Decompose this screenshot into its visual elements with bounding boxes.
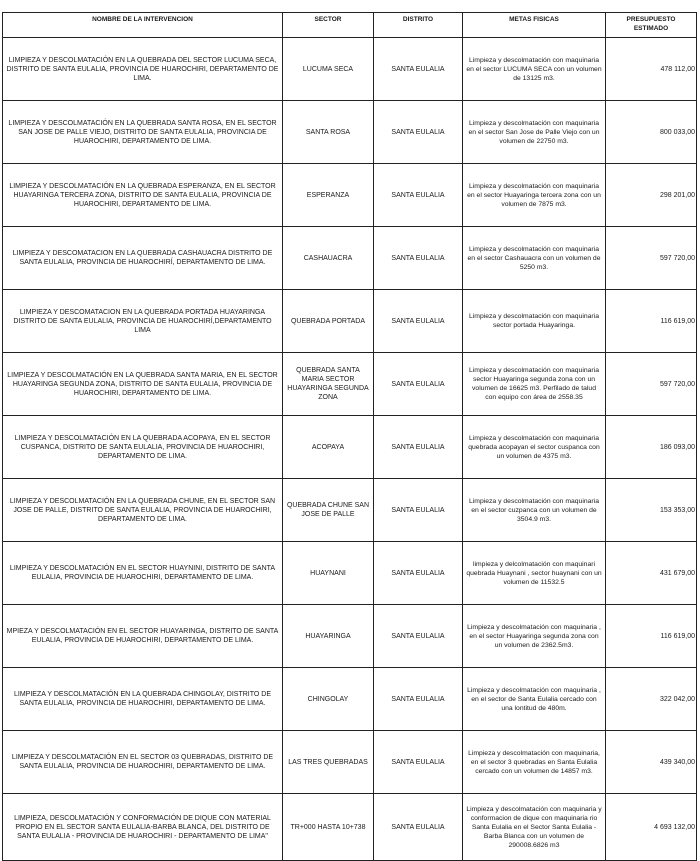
- cell-name: LIMPIEZA Y DESCOLMATACIÓN EN EL SECTOR 03 QUEBRADAS, DISTRITO DE SANTA EULALIA, PROVINCIA DE HUAROCHIRI, DEPARTAMENTO DE LIMA.: [3, 731, 283, 794]
- cell-metas: Limpieza y descolmatación con maquinaria en el sector LUCUMA SECA con un volumen de 13125 m3.: [463, 38, 606, 101]
- cell-district: SANTA EULALIA: [374, 101, 463, 164]
- header-name: NOMBRE DE LA INTERVENCION: [3, 13, 283, 38]
- table-body: [3, 38, 697, 861]
- cell-metas: Limpieza y descolmatación con maquinaria en el sector Huayaringa tercera zona con un volumen de 7875 m3.: [463, 164, 606, 227]
- cell-metas: Limpieza y descolmatación con maquinaria , en el sector de Santa Eulalia cercado con una lontitud de 480m.: [463, 668, 606, 731]
- cell-district: SANTA EULALIA: [374, 479, 463, 542]
- cell-district: SANTA EULALIA: [374, 668, 463, 731]
- cell-name: LIMPIEZA, DESCOLMATACIÓN Y CONFORMACIÓN DE DIQUE CON MATERIAL PROPIO EN EL SECTOR SANTA EULALIA-BARBA BLANCA, DEL DISTRITO DE SANTA EULALIA - PROVINCIA DE HUAROCHIRI - DEPARTAMENTO DE LIMA": [3, 794, 283, 861]
- table-row: [3, 542, 697, 605]
- header-metas: METAS FISICAS: [463, 13, 606, 38]
- header-district: DISTRITO: [374, 13, 463, 38]
- cell-sector: QUEBRADA PORTADA: [283, 290, 374, 353]
- header-row: [3, 13, 697, 38]
- cell-metas: limpieza y delcolmatación con maquinari quebrada Huaynani , sector huaynani con un volumen de 11532.5: [463, 542, 606, 605]
- table-row: [3, 101, 697, 164]
- header-sector: SECTOR: [283, 13, 374, 38]
- cell-metas: Limpieza y descolmatación con maquinaria, en el sector 3 quebradas en Santa Eulalia cercado con un volumen de 14857 m3.: [463, 731, 606, 794]
- cell-budget: 478 112,00: [606, 38, 697, 101]
- cell-metas: Limpieza y descolmatación con maquinaria y conformacion de dique con maquinaria rio Santa Eulalia en el Sector Santa Eulalia - Barba Blanca con un volumen de 290008.6826 m3: [463, 794, 606, 861]
- cell-metas: Limpieza y descolmatación con maquinaria sector portada Huayaringa.: [463, 290, 606, 353]
- table-row: [3, 605, 697, 668]
- cell-budget: 439 340,00: [606, 731, 697, 794]
- cell-district: SANTA EULALIA: [374, 353, 463, 416]
- cell-metas: Limpieza y descolmatación con maquinaria quebrada acopayan el sector cuspanca con un volumen de 4375 m3.: [463, 416, 606, 479]
- cell-name: LIMPIEZA Y DESCOLMATACIÓN EN LA QUEBRADA SANTA MARIA, EN EL SECTOR HUAYARINGA SEGUNDA ZONA, DISTRITO DE SANTA EULALIA, PROVINCIA DE HUAROCHIRI, DEPARTAMENTO DE LIMA.: [3, 353, 283, 416]
- cell-name: LIMPIEZA Y DESCOLMATACIÓN EN LA QUEBRADA ACOPAYA, EN EL SECTOR CUSPANCA, DISTRITO DE SANTA EULALIA, PROVINCIA DE HUAROCHIRI, DEPARTAMENTO DE LIMA.: [3, 416, 283, 479]
- cell-sector: CASHAUACRA: [283, 227, 374, 290]
- cell-district: SANTA EULALIA: [374, 605, 463, 668]
- cell-metas: Limpieza y descolmatación con maquinaria , en el sector Huayaringa segunda zona con un volumen de 2362.5m3.: [463, 605, 606, 668]
- cell-sector: SANTA ROSA: [283, 101, 374, 164]
- table-row: [3, 38, 697, 101]
- cell-metas: Limpieza y descolmatación con maquinaria en el sector Cashauacra con un volumen de 5250 m3.: [463, 227, 606, 290]
- table-row: [3, 353, 697, 416]
- cell-name: LIMPIEZA Y DESCOMATACION EN LA QUEBRADA CASHAUACRA DISTRITO DE SANTA EULALIA, PROVINCIA DE HUAROCHIRÍ, DEPARTAMENTO DE LIMA.: [3, 227, 283, 290]
- cell-sector: CHINGOLAY: [283, 668, 374, 731]
- cell-name: LIMPIEZA Y DESCOLMATACIÓN EN LA QUEBRADA ESPERANZA, EN EL SECTOR HUAYARINGA TERCERA ZONA, DISTRITO DE SANTA EULALIA, PROVINCIA DE HUAROCHIRI, DEPARTAMENTO DE LIMA.: [3, 164, 283, 227]
- cell-budget: 4 693 132,00: [606, 794, 697, 861]
- cell-name: LIMPIEZA Y DESCOLMATACIÓN EN EL SECTOR HUAYNINI, DISTRITO DE SANTA EULALIA, PROVINCIA DE HUAROCHIRI, DEPARTAMENTO DE LIMA.: [3, 542, 283, 605]
- cell-name: MPIEZA Y DESCOLMATACIÓN EN EL SECTOR HUAYARINGA, DISTRITO DE SANTA EULALIA, PROVINCIA DE HUAROCHIRI, DEPARTAMENTO DE LIMA.: [3, 605, 283, 668]
- cell-budget: 116 619,00: [606, 605, 697, 668]
- cell-name: LIMPIEZA Y DESCOLMATACIÓN EN LA QUEBRADA DEL SECTOR LUCUMA SECA, DISTRITO DE SANTA EULALIA, PROVINCIA DE HUAROCHIRI, DEPARTAMENTO DE LIMA.: [3, 38, 283, 101]
- cell-budget: 116 619,00: [606, 290, 697, 353]
- table-row: [3, 290, 697, 353]
- cell-sector: HUAYARINGA: [283, 605, 374, 668]
- cell-sector: ESPERANZA: [283, 164, 374, 227]
- cell-budget: 800 033,00: [606, 101, 697, 164]
- cell-name: LIMPIEZA Y DESCOMATACION EN LA QUEBRADA PORTADA HUAYARINGA DISTRITO DE SANTA EULALIA, PROVINCIA DE HUAROCHIRÍ,DEPARTAMENTO LIMA: [3, 290, 283, 353]
- cell-district: SANTA EULALIA: [374, 794, 463, 861]
- cell-sector: TR+000 HASTA 10+738: [283, 794, 374, 861]
- cell-district: SANTA EULALIA: [374, 542, 463, 605]
- cell-sector: QUEBRADA CHUNE SAN JOSE DE PALLE: [283, 479, 374, 542]
- interventions-table: [2, 12, 697, 861]
- cell-sector: HUAYNANI: [283, 542, 374, 605]
- cell-district: SANTA EULALIA: [374, 38, 463, 101]
- cell-metas: Limpieza y descolmatación con maquinaria sector Huayaringa segunda zona con un volumen de 16625 m3. Perfilado de talud con equipo con área de 2558.35: [463, 353, 606, 416]
- table-row: [3, 731, 697, 794]
- cell-metas: Limpieza y descolmatación con maquinaria en el sector cuzpanca con un volumen de 3504.9 m3.: [463, 479, 606, 542]
- cell-budget: 597 720,00: [606, 353, 697, 416]
- cell-budget: 431 679,00: [606, 542, 697, 605]
- table-row: [3, 416, 697, 479]
- cell-district: SANTA EULALIA: [374, 416, 463, 479]
- cell-district: SANTA EULALIA: [374, 290, 463, 353]
- cell-district: SANTA EULALIA: [374, 164, 463, 227]
- cell-sector: ACOPAYA: [283, 416, 374, 479]
- cell-name: LIMPIEZA Y DESCOLMATACIÓN EN LA QUEBRADA SANTA ROSA, EN EL SECTOR SAN JOSE DE PALLE VIEJO, DISTRITO DE SANTA EULALIA, PROVINCIA DE HUAROCHIRI, DEPARTAMENTO DE LIMA.: [3, 101, 283, 164]
- cell-budget: 186 093,00: [606, 416, 697, 479]
- cell-district: SANTA EULALIA: [374, 731, 463, 794]
- table-row: [3, 794, 697, 861]
- cell-sector: QUEBRADA SANTA MARIA SECTOR HUAYARINGA SEGUNDA ZONA: [283, 353, 374, 416]
- cell-budget: 322 042,00: [606, 668, 697, 731]
- header-budget: PRESUPUESTO ESTIMADO: [606, 13, 697, 38]
- cell-name: LIMPIEZA Y DESCOLMATACIÓN EN LA QUEBRADA CHINGOLAY, DISTRITO DE SANTA EULALIA, PROVINCIA DE HUAROCHIRI, DEPARTAMENTO DE LIMA.: [3, 668, 283, 731]
- table-row: [3, 164, 697, 227]
- cell-sector: LAS TRES QUEBRADAS: [283, 731, 374, 794]
- table-row: [3, 227, 697, 290]
- cell-budget: 597 720,00: [606, 227, 697, 290]
- cell-sector: LUCUMA SECA: [283, 38, 374, 101]
- cell-budget: 298 201,00: [606, 164, 697, 227]
- cell-district: SANTA EULALIA: [374, 227, 463, 290]
- table-row: [3, 668, 697, 731]
- cell-name: LIMPIEZA Y DESCOLMATACIÓN EN LA QUEBRADA CHUNE, EN EL SECTOR SAN JOSE DE PALLE, DISTRITO DE SANTA EULALIA, PROVINCIA DE HUAROCHIRI, DEPARTAMENTO DE LIMA.: [3, 479, 283, 542]
- table-row: [3, 479, 697, 542]
- cell-metas: Limpieza y descolmatación con maquinaria en el sector San Jose de Palle Viejo con un volumen de 22750 m3.: [463, 101, 606, 164]
- cell-budget: 153 353,00: [606, 479, 697, 542]
